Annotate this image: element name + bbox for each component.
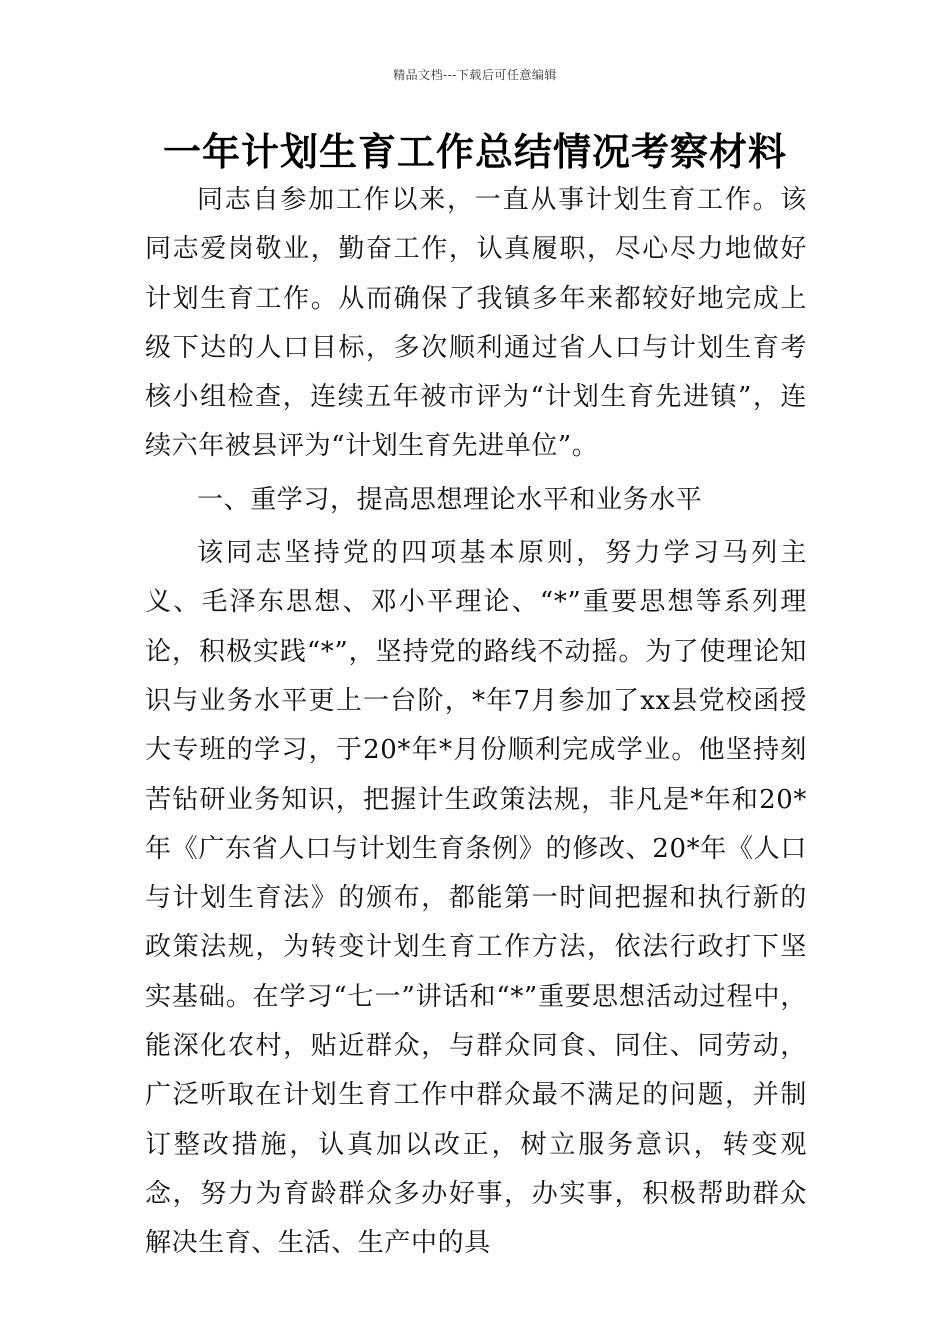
document-title: 一年计划生育工作总结情况考察材料: [162, 130, 787, 174]
document-body: [145, 176, 807, 1269]
section-heading: 一、重学习，提高思想理论水平和业务水平: [197, 484, 703, 515]
section-paragraph: 该同志坚持党的四项基本原则，努力学习马列主义、毛泽东思想、邓小平理论、“*”重要思想等系列理论，积极实践“*”，坚持党的路线不动摇。为了使理论知识与业务水平更上一台阶，*年7月参加了xx县党校函授大专班的学习，于20*年*月份顺利完成学业。他坚持刻苦钻研业务知识，把握计生政策法规，非凡是*年和20*年《广东省人口与计划生育条例》的修改、20*年《人口与计划生育法》的颁布，都能第一时间把握和执行新的政策法规，为转变计划生育工作方法，依法行政打下坚实基础。在学习“七一”讲话和“*”重要思想活动过程中，能深化农村，贴近群众，与群众同食、同住、同劳动，广泛听取在计划生育工作中群众最不满足的问题，并制订整改措施，认真加以改正，树立服务意识，转变观念，努力为育龄群众多办好事，办实事，积极帮助群众解决生育、生活、生产中的具: [145, 538, 807, 1259]
intro-paragraph: 同志自参加工作以来，一直从事计划生育工作。该同志爱岗敬业，勤奋工作，认真履职，尽心尽力地做好计划生育工作。从而确保了我镇多年来都较好地完成上级下达的人口目标，多次顺利通过省人口与计划生育考核小组检查，连续五年被市评为“计划生育先进镇”，连续六年被县评为“计划生育先进单位”。: [145, 185, 807, 462]
page-header: 精品文档---下载后可任意编辑: [393, 68, 557, 82]
